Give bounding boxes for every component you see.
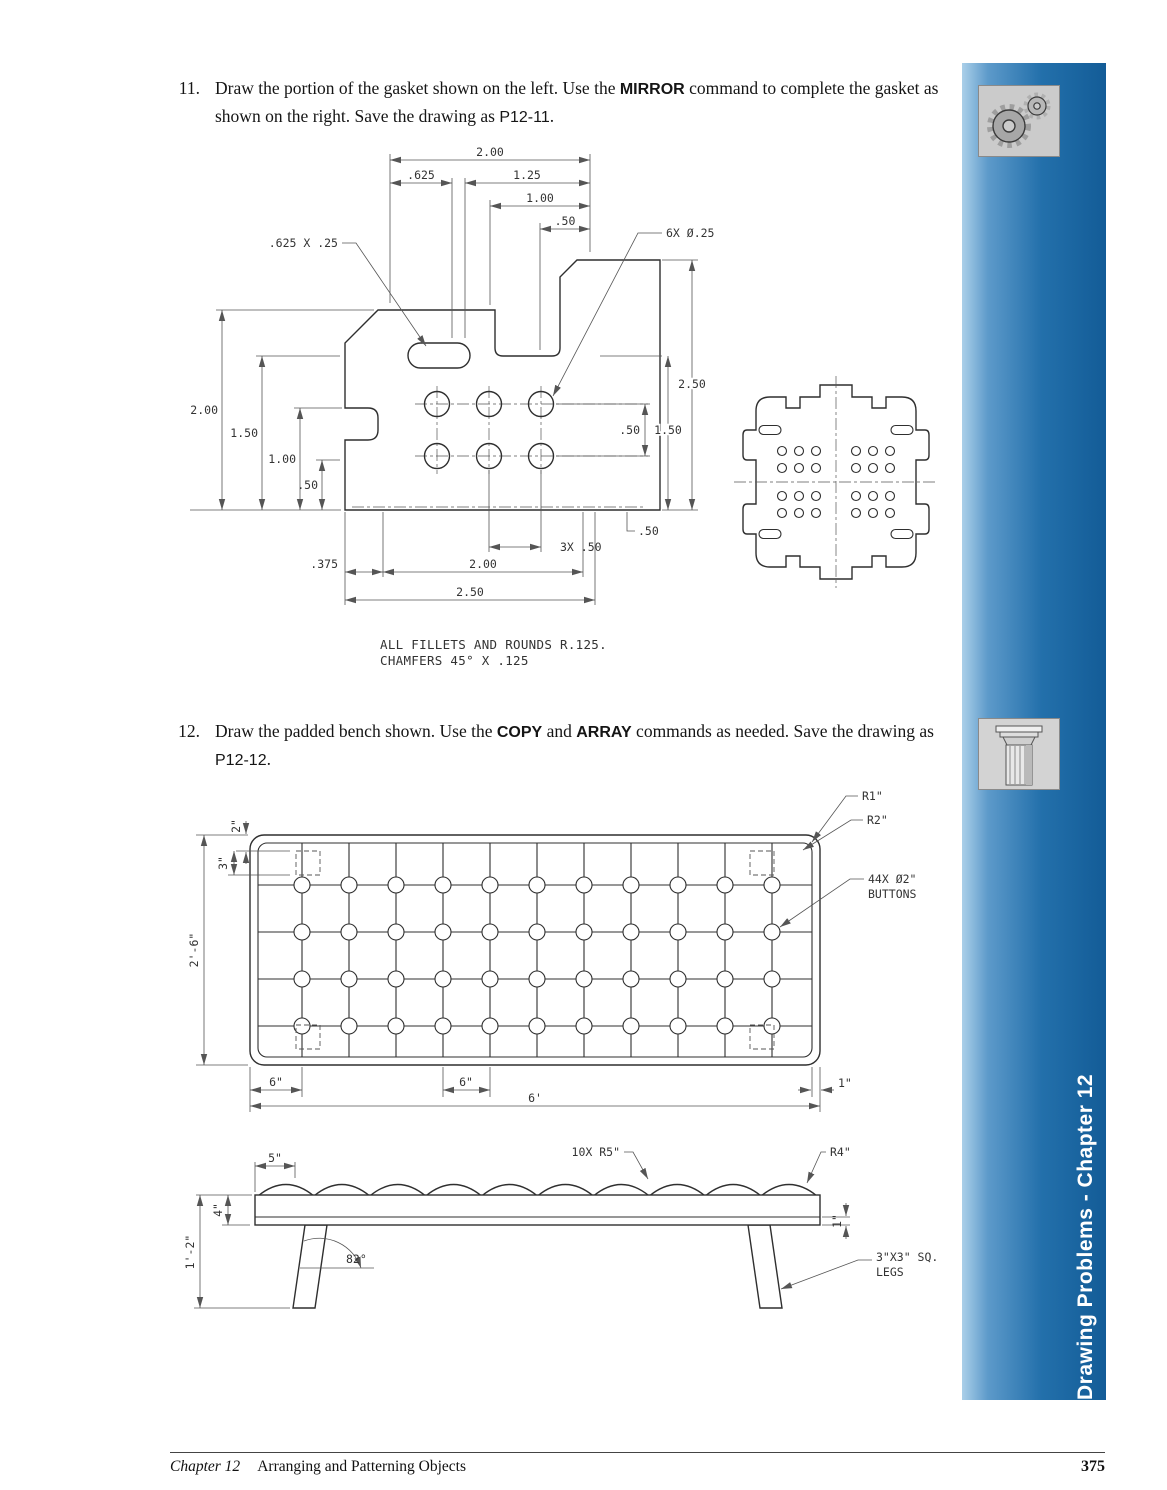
file-name-p12-11: P12-11 [499, 108, 550, 126]
column-icon-image [979, 719, 1059, 789]
dim-label: 6' [528, 1091, 542, 1105]
gears-icon [978, 85, 1060, 157]
footer [170, 1458, 1105, 1476]
dim-label: 2.00 [469, 557, 497, 571]
gasket-drawing [165, 140, 965, 685]
drawing-note: ALL FILLETS AND ROUNDS R.125. [380, 637, 607, 652]
dim-label: .50 [619, 423, 640, 437]
dim-label: 1'-2" [183, 1234, 197, 1270]
bench-top-view [250, 835, 820, 1065]
dim-label: 6" [459, 1075, 473, 1089]
dim-label: .50 [554, 214, 576, 228]
gasket-half-outline [345, 260, 660, 510]
problem-11 [170, 75, 962, 131]
dim-label: 5" [268, 1151, 282, 1165]
dim-label: 2.00 [190, 403, 218, 417]
dim-label: R4" [830, 1145, 851, 1159]
dim-label: 1" [838, 1076, 852, 1090]
dim-label: 44X Ø2" [868, 872, 917, 886]
dim-label: 3"X3" SQ. [876, 1250, 939, 1264]
dim-label: R2" [867, 813, 888, 827]
footer-title: Arranging and Patterning Objects [257, 1458, 466, 1475]
dim-label: 6X Ø.25 [666, 226, 715, 240]
dim-label: 1.50 [654, 423, 682, 437]
problem-12-text: Draw the padded bench shown. Use the COPY and ARRAY commands as needed. Save the drawing as P12-12. [215, 721, 934, 769]
dim-label: .625 [407, 168, 435, 182]
dim-label: 1" [830, 1214, 844, 1228]
dim-label: 2.00 [476, 145, 504, 159]
dim-label: 1.25 [513, 168, 541, 182]
bench-drawing [165, 780, 965, 1345]
file-name-p12-12: P12-12 [215, 751, 267, 769]
footer-chapter-title [170, 1458, 466, 1476]
dim-label: LEGS [876, 1265, 904, 1279]
dim-label: 4" [211, 1203, 225, 1217]
copy-command-label: COPY [496, 724, 543, 741]
problem-11-text: Draw the portion of the gasket shown on the left. Use the MIRROR command to complete the gasket as shown on the right. Save the drawing as P12-11. [215, 78, 939, 126]
page-number: 375 [1081, 1458, 1105, 1475]
footer-chapter: Chapter 12 [170, 1458, 241, 1475]
bench-top-dimensions [187, 789, 917, 1112]
problem-12-number: 12. [178, 721, 200, 741]
dim-label: 1.00 [526, 191, 554, 205]
dim-label: BUTTONS [868, 887, 917, 901]
dim-label: 1.50 [230, 426, 258, 440]
dim-label: .50 [297, 478, 318, 492]
dim-label: 2'-6" [187, 932, 201, 968]
dim-label: 6" [269, 1075, 283, 1089]
problem-11-number: 11. [178, 78, 200, 98]
array-command-label: ARRAY [576, 724, 632, 741]
dim-label: .50 [638, 524, 659, 538]
drawing-note: CHAMFERS 45° X .125 [380, 653, 529, 668]
dim-label: 82° [346, 1252, 367, 1266]
dim-label: R1" [862, 789, 883, 803]
dim-label: 3X .50 [560, 540, 602, 554]
problem-12 [170, 718, 962, 774]
dim-label: .375 [310, 557, 338, 571]
chapter-tab-label: Drawing Problems - Chapter 12 [1074, 1073, 1097, 1400]
gasket-complete-figure [734, 376, 938, 588]
footer-rule [170, 1452, 1105, 1453]
dim-label: 1.00 [268, 452, 296, 466]
gears-icon-image [979, 86, 1059, 156]
bench-front-view [255, 1185, 820, 1309]
dim-label: 2" [229, 819, 243, 833]
mirror-command-label: MIRROR [619, 81, 685, 98]
dim-label: 3" [216, 856, 230, 870]
dim-label: 2.50 [678, 377, 706, 391]
dim-label: .625 X .25 [268, 236, 338, 250]
dim-label: 10X R5" [571, 1145, 620, 1159]
column-icon [978, 718, 1060, 790]
dim-label: 2.50 [456, 585, 484, 599]
